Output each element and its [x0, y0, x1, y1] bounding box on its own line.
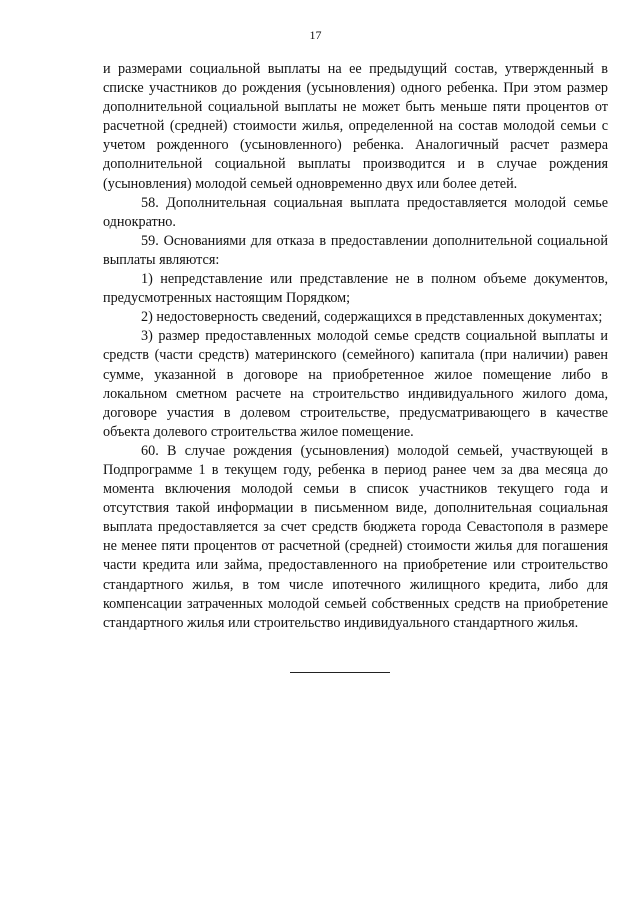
page-number: 17	[309, 28, 322, 42]
paragraph-item-60: 60. В случае рождения (усыновления) молодой семьей, участвующей в Подпрограмме 1 в текущем году, ребенка в период ранее чем за два месяца до момента включения молодой семьи в список участников текущего года и отсутствия такой информации в письменном виде, дополнительная социальная выплата предоставляется за счет средств бюджета города Севастополя в размере не менее пяти процентов от расчетной (средней) стоимости жилья для погашения части кредита или займа, предоставленного на приобретение или строительство стандартного жилья, в том числе ипотечного жилищного кредита, либо для компенсации затраченных молодой семьей собственных средств на приобретение стандартного жилья или строительство индивидуального стандартного жилья.	[103, 442, 608, 631]
paragraph-item-58: 58. Дополнительная социальная выплата предоставляется молодой семье однократно.	[103, 194, 608, 230]
end-separator-line	[290, 672, 390, 673]
paragraph-item-59-2: 2) недостоверность сведений, содержащихся в представленных документах;	[141, 309, 603, 326]
paragraph-continuation: и размерами социальной выплаты на ее предыдущий состав, утвержденный в списке участников до рождения (усыновления) одного ребенка. При этом размер дополнительной социальной выплаты не может быть меньше пяти процентов от расчетной (средней) стоимости жилья, определенной на состав молодой семьи с учетом рожденного (усыновленного) ребенка. Аналогичный расчет размера дополнительной социальной выплаты производится и в случае рождения (усыновления) молодой семьей одновременно двух или более детей.	[103, 61, 608, 192]
paragraph-item-59-3: 3) размер предоставленных молодой семье средств социальной выплаты и средств (части средств) материнского (семейного) капитала (при наличии) равен сумме, указанной в договоре на приобретенное жилое помещение либо в локальном сметном расчете на строительство индивидуального жилого дома, договоре участия в долевом строительстве, предусматривающего в качестве объекта долевого строительства жилое помещение.	[103, 328, 608, 440]
paragraph-item-59: 59. Основаниями для отказа в предоставлении дополнительной социальной выплаты являются:	[103, 232, 608, 268]
document-body	[103, 60, 608, 633]
paragraph-item-59-1: 1) непредставление или представление не в полном объеме документов, предусмотренных настоящим Порядком;	[103, 271, 608, 307]
